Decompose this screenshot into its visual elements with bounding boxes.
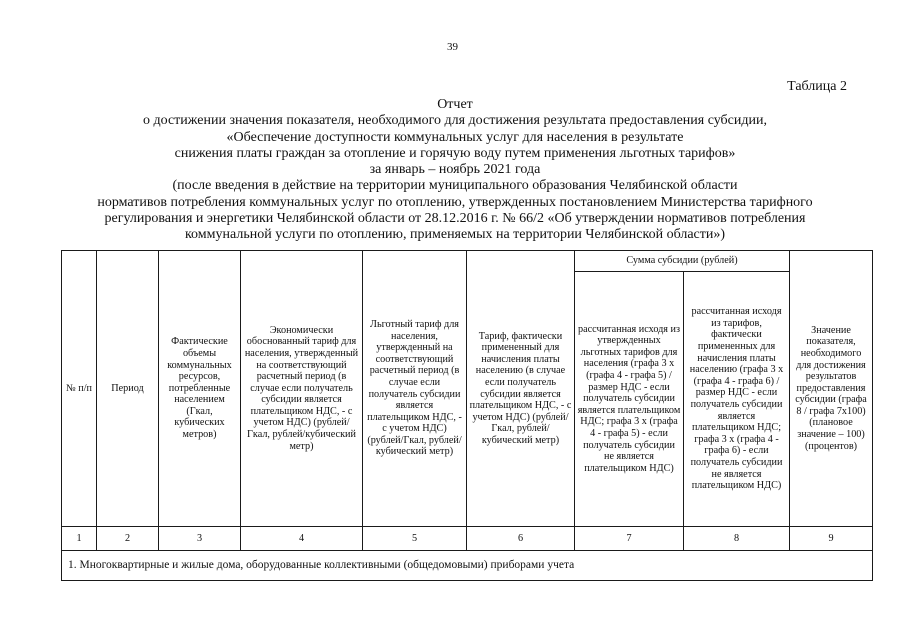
title-line: регулирования и энергетики Челябинской области от 28.12.2016 г. № 66/2 «Об утверждении нормативов потребления: [104, 211, 806, 227]
header-text: Период: [111, 382, 144, 394]
section-title: 1. Многоквартирные и жилые дома, оборудованные коллективными (общедомовыми) приборами учета: [62, 551, 873, 581]
title-line: снижения платы граждан за отопление и горячую воду путем применения льготных тарифов»: [174, 145, 736, 161]
column-number: 9: [790, 527, 873, 551]
column-number: 4: [241, 527, 363, 551]
title-line: о достижении значения показателя, необходимого для достижения результата предоставления субсидии,: [143, 113, 767, 129]
header-cell-1: [62, 251, 97, 527]
header-cell-7: [575, 272, 684, 527]
subsidy-table: [61, 250, 873, 581]
header-cell-9: [790, 251, 873, 527]
header-cell-3: [159, 251, 241, 527]
header-text: Сумма субсидии (рублей): [626, 255, 738, 267]
column-number: 1: [62, 527, 97, 551]
column-number: 6: [467, 527, 575, 551]
header-cell-5: [363, 251, 467, 527]
header-text: рассчитанная исходя из тарифов, фактически примененных для начисления платы населению (графа 3 x (графа 4 - графа 6) / размер НДС - если получатель субсидии является плательщиком НДС; графа 3 x (графа 4 - графа 6) - если получатель субсидии не является плательщиком НДС): [689, 306, 784, 492]
header-row: [62, 251, 873, 272]
header-text: Экономически обоснованный тариф для населения, утвержденный на соответствующий расчетный период (в случае если получатель субсидии является плательщиком НДС, - с учетом НДС) (рублей/Гкал, рублей/кубический метр): [244, 324, 359, 452]
header-cell-4: [241, 251, 363, 527]
header-cell-8: [684, 272, 790, 527]
header-text: рассчитанная исходя из утвержденных льготных тарифов для населения (графа 3 x (графа 4 - графа 5) / размер НДС - если получатель субсидии является плательщиком НДС; графа 3 x (графа 4 - графа 5) - если получатель субсидии не является плательщиком НДС): [577, 323, 681, 474]
column-number: 3: [159, 527, 241, 551]
report-title: [60, 97, 850, 244]
title-line: за январь – ноябрь 2021 года: [369, 162, 541, 178]
title-line: нормативов потребления коммунальных услуг по отоплению, утвержденных постановлением Министерства тарифного: [97, 194, 813, 210]
header-cell-2: [97, 251, 159, 527]
section-row: [62, 551, 873, 581]
column-number: 2: [97, 527, 159, 551]
column-number: 8: [684, 527, 790, 551]
header-text: Тариф, фактически примененный для начисления платы населению (в случае если получатель субсидии является плательщиком НДС, - с учетом НДС) (рублей/Гкал, рублей/кубический метр): [469, 330, 572, 446]
table-label: Таблица 2: [787, 79, 847, 94]
header-group-subsidy: [575, 251, 790, 272]
title-line: Отчет: [437, 97, 473, 112]
page-number: 39: [447, 41, 458, 53]
title-line: «Обеспечение доступности коммунальных услуг для населения в результате: [226, 129, 684, 145]
header-text: № п/п: [65, 382, 92, 394]
column-number: 7: [575, 527, 684, 551]
header-cell-6: [467, 251, 575, 527]
column-number: 5: [363, 527, 467, 551]
header-text: Значение показателя, необходимого для достижения результатов предоставления субсидии (графа 8 / графа 7x100) (плановое значение – 100) (процентов): [795, 324, 867, 452]
header-text: Фактические объемы коммунальных ресурсов, потребленные населением (Гкал, кубических метров): [167, 336, 232, 441]
header-text: Льготный тариф для населения, утвержденный на соответствующий расчетный период (в случае если получатель субсидии является плательщиком НДС, - с учетом НДС) (рублей/Гкал, рублей/кубический метр): [367, 318, 462, 458]
title-line: коммунальной услуги по отоплению, применяемых на территории Челябинской области»): [184, 227, 726, 243]
title-line: (после введения в действие на территории муниципального образования Челябинской области: [172, 178, 738, 194]
column-number-row: [62, 527, 873, 551]
